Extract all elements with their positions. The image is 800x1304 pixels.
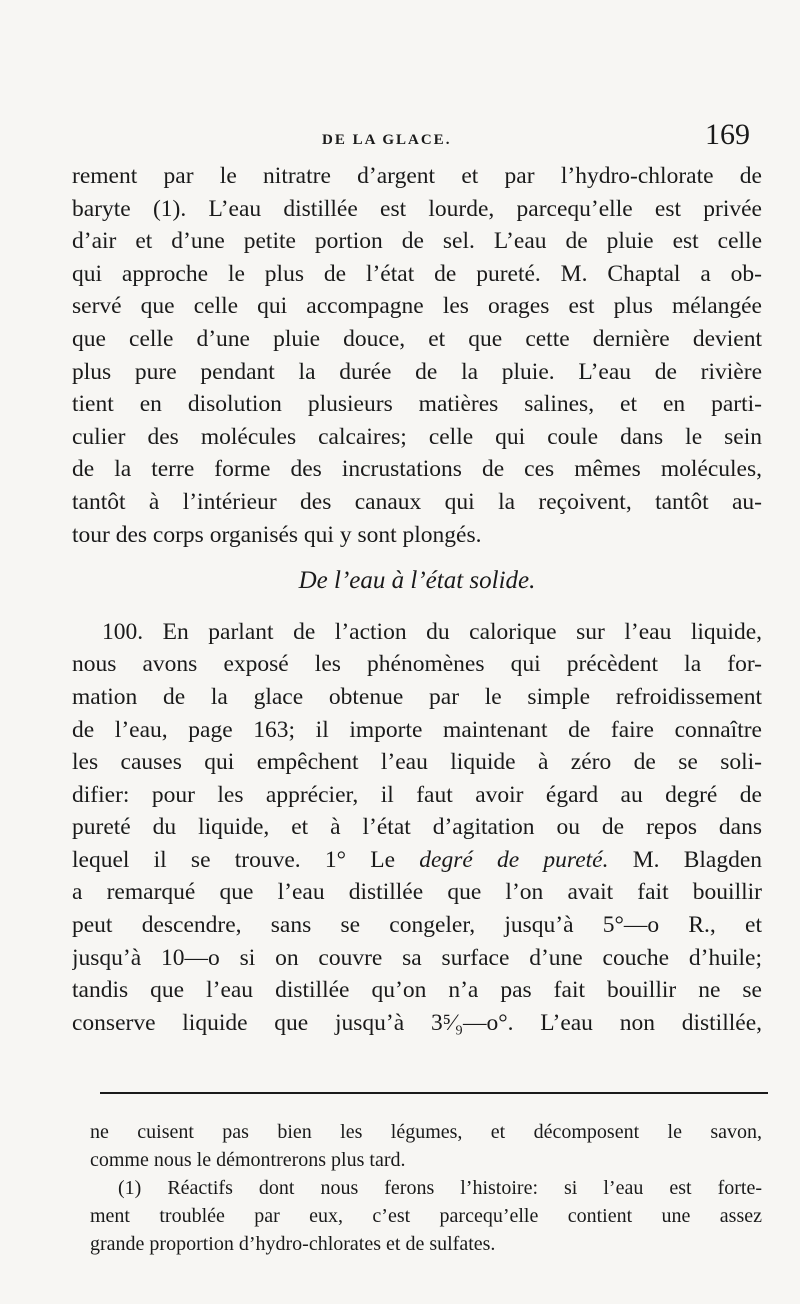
text-segment: 1° Le xyxy=(324,846,396,873)
text-line: culier des molécules calcaires; celle qui coule dans le sein xyxy=(72,423,762,450)
text-line: qui approche le plus de l’état de pureté. M. Chaptal a ob- xyxy=(72,260,762,287)
text-line: servé que celle qui accompagne les orages est plus mélangée xyxy=(72,293,762,320)
text-segment: lequel il se trouve. xyxy=(72,846,301,873)
text-line: de la terre forme des incrustations de ces mêmes molécules, xyxy=(72,456,762,483)
text-line: conserve liquide que jusqu’à 3⁵⁄₉—o°. L’eau non distillée, xyxy=(72,1009,762,1036)
text-line: plus pure pendant la durée de la pluie. L’eau de rivière xyxy=(72,358,762,385)
text-line: de l’eau, page 163; il importe maintenant de faire connaître xyxy=(72,716,762,743)
text-line: que celle d’une pluie douce, et que cette dernière devient xyxy=(72,325,762,352)
footnotes xyxy=(90,1118,762,1258)
text-line: tandis que l’eau distillée qu’on n’a pas fait bouillir ne se xyxy=(72,977,762,1004)
footnote-line: ment troublée par eux, c’est parcequ’elle contient une assez xyxy=(90,1205,762,1227)
text-line: 100. En parlant de l’action du calorique sur l’eau liquide, xyxy=(102,618,762,645)
footnote-divider xyxy=(100,1092,768,1094)
text-line: mation de la glace obtenue par le simple refroidissement xyxy=(72,683,762,710)
text-line: baryte (1). L’eau distillée est lourde, parcequ’elle est privée xyxy=(72,195,762,222)
text-line: tour des corps organisés qui y sont plongés. xyxy=(72,521,482,548)
text-line: tantôt à l’intérieur des canaux qui la reçoivent, tantôt au- xyxy=(72,488,762,515)
text-line: tient en disolution plusieurs matières salines, et en parti- xyxy=(72,391,762,418)
text-line: pureté du liquide, et à l’état d’agitation ou de repos dans xyxy=(72,814,762,841)
text-line: jusqu’à 10—o si on couvre sa surface d’une couche d’huile; xyxy=(72,944,762,971)
section-title: De l’eau à l’état solide. xyxy=(298,567,536,595)
text-line-mixed xyxy=(72,844,762,877)
text-line: nous avons exposé les phénomènes qui précèdent la for- xyxy=(72,651,762,678)
text-line: a remarqué que l’eau distillée que l’on avait fait bouillir xyxy=(72,879,762,906)
text-line: les causes qui empêchent l’eau liquide à zéro de se soli- xyxy=(72,749,762,776)
running-head: DE LA GLACE. xyxy=(322,132,452,148)
footnote-line: grande proportion d’hydro-chlorates et de sulfates. xyxy=(90,1233,496,1255)
footnote-line: ne cuisent pas bien les légumes, et décomposent le savon, xyxy=(90,1121,762,1143)
italic-emphasis: degré de pureté. xyxy=(419,846,609,873)
text-line: d’air et d’une petite portion de sel. L’eau de pluie est celle xyxy=(72,228,762,255)
text-line: rement par le nitratre d’argent et par l’hydro-chlorate de xyxy=(72,163,762,189)
footnote-line: (1) Réactifs dont nous ferons l’histoire: si l’eau est forte- xyxy=(118,1177,762,1199)
text-segment: M. Blagden xyxy=(632,846,762,873)
footnote-line: comme nous le démontrerons plus tard. xyxy=(90,1149,406,1171)
page-number: 169 xyxy=(705,118,750,151)
text-line: difier: pour les apprécier, il faut avoir égard au degré de xyxy=(72,781,762,808)
text-line: peut descendre, sans se congeler, jusqu’à 5°—o R., et xyxy=(72,912,762,939)
main-text xyxy=(72,160,762,1039)
